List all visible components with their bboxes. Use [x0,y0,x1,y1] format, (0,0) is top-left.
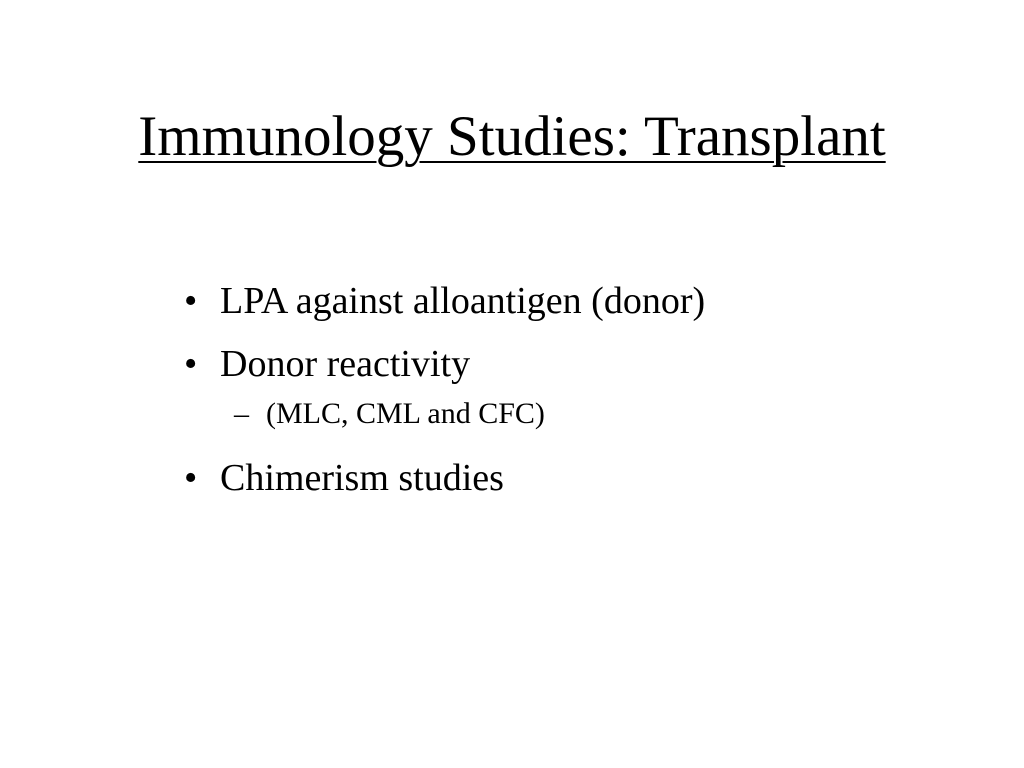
bullet-text: Donor reactivity [220,343,471,385]
bullet-item-donor-reactivity [180,339,960,389]
bullet-item-lpa [180,276,960,326]
sub-bullet-text: (MLC, CML and CFC) [266,397,545,430]
slide-title-text: Immunology Studies: Transplant [138,105,886,168]
bullet-text: Chimerism studies [220,457,504,499]
bullet-marker: • [184,343,198,385]
bullet-marker: • [184,457,198,499]
sub-bullet-marker: – [234,397,249,430]
sub-bullet-item-assays [180,394,960,434]
bullet-marker: • [184,280,198,322]
bullet-list [180,276,960,516]
bullet-text: LPA against alloantigen (donor) [220,280,706,322]
bullet-item-chimerism [180,453,960,503]
slide-title [0,100,1024,174]
